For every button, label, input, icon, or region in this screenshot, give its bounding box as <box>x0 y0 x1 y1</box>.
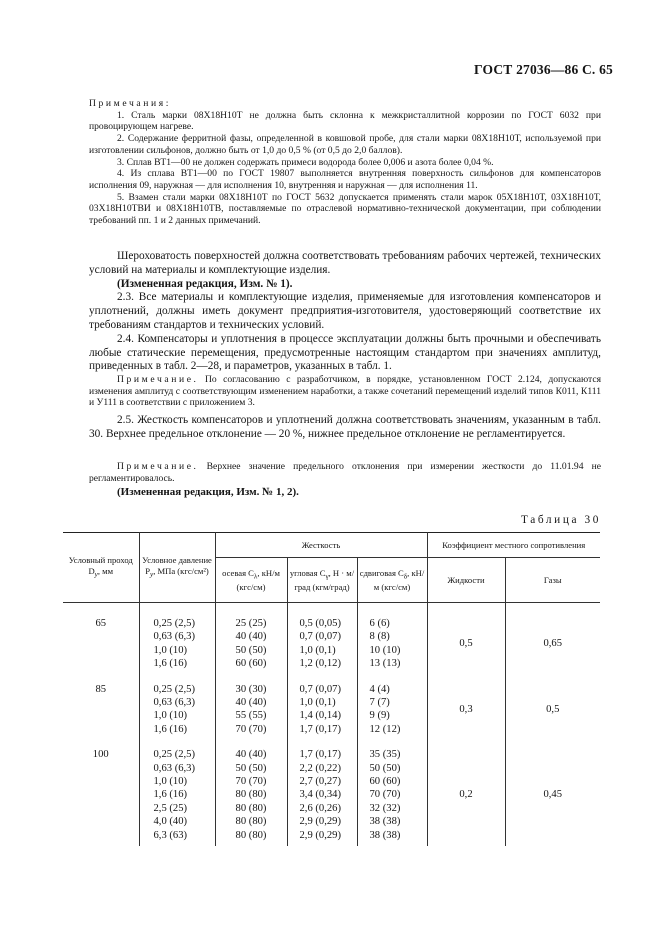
materials-notes <box>89 98 601 227</box>
cell-value: 38 (38) <box>369 829 401 841</box>
cell-value: 35 (35) <box>369 749 401 761</box>
angular-cell <box>287 740 357 846</box>
note-4: 4. Из сплава ВТ1—00 по ГОСТ 19807 выполняется внутренняя поверхность сильфонов для компенсаторов исполнения 09, наружная — для исполнения 10, внутренняя и наружная — для исполнения 11. <box>89 168 601 191</box>
table-caption: Таблица 30 <box>521 514 601 526</box>
liquid-coefficient-cell: 0,2 <box>427 740 505 846</box>
liquid-coefficient-cell: 0,3 <box>427 675 505 741</box>
cell-value: 38 (38) <box>369 816 401 828</box>
cell-value: 32 (32) <box>369 802 401 814</box>
cell-value: 70 (70) <box>235 776 267 788</box>
section-roughness <box>89 250 601 374</box>
cell-value: 6,3 (63) <box>153 829 188 841</box>
header-gas: Газы <box>505 558 600 603</box>
axial-cell <box>215 603 287 675</box>
cell-value: 1,0 (0,1) <box>299 644 336 656</box>
cell-value: 2,2 (0,22) <box>299 762 341 774</box>
header-shear: сдвиговая $C_\delta$, кН/м (кгс/см) <box>357 558 427 603</box>
cell-value: 0,25 (2,5) <box>153 683 195 695</box>
cell-value: 0,25 (2,5) <box>153 749 195 761</box>
cell-value: 25 (25) <box>235 618 267 629</box>
cell-value: 8 (8) <box>369 631 390 643</box>
cell-value: 6 (6) <box>369 618 390 629</box>
cell-value: 0,63 (6,3) <box>153 762 195 774</box>
note-2-4: Примечание. По согласованию с разработчиком, в порядке, установленном ГОСТ 2.124, допускаются изменения амплитуд с соответствующим изменением наработки, а также сочетаний перемещений изделий типов К011, К111 и У111 в соответствии с приложением 3. <box>89 374 601 409</box>
cell-value: 1,7 (0,17) <box>299 723 341 735</box>
cell-value: 3,4 (0,34) <box>299 789 341 801</box>
cell-value: 10 (10) <box>369 644 401 656</box>
cell-value: 1,4 (0,14) <box>299 710 341 722</box>
shear-cell <box>357 675 427 741</box>
cell-value: 1,7 (0,17) <box>299 749 341 761</box>
pressure-cell <box>139 740 215 846</box>
cell-value: 13 (13) <box>369 658 401 670</box>
cell-value: 2,9 (0,29) <box>299 829 341 841</box>
pressure-cell <box>139 603 215 675</box>
note-2-5: Примечание. Верхнее значение предельного отклонения при измерении жесткости до 11.01.94 не регламентировалось. <box>89 461 601 484</box>
gas-coefficient-cell: 0,5 <box>505 675 600 741</box>
gas-coefficient-cell: 0,65 <box>505 603 600 675</box>
notes-title: Примечания: <box>89 98 171 109</box>
cell-value: 80 (80) <box>235 789 267 801</box>
header-pressure: Условное давление $P_у$, МПа (кгс/см²) <box>139 533 215 603</box>
table-row <box>63 740 600 846</box>
cell-value: 2,6 (0,26) <box>299 802 341 814</box>
cell-value: 1,2 (0,12) <box>299 658 341 670</box>
cell-value: 60 (60) <box>235 658 267 670</box>
pressure-cell <box>139 675 215 741</box>
note-2-5-block <box>89 461 601 499</box>
section-2-5 <box>89 414 601 442</box>
cell-value: 7 (7) <box>369 697 390 709</box>
gas-coefficient-cell: 0,45 <box>505 740 600 846</box>
cell-value: 1,6 (16) <box>153 658 188 670</box>
header-stiffness: Жесткость <box>215 533 427 558</box>
cell-value: 50 (50) <box>369 762 401 774</box>
cell-value: 0,25 (2,5) <box>153 618 195 629</box>
note-3: 3. Сплав ВТ1—00 не должен содержать примеси водорода более 0,006 и азота более 0,04 %. <box>117 156 494 168</box>
cell-value: 0,5 (0,05) <box>299 618 341 629</box>
cell-value: 50 (50) <box>235 644 267 656</box>
cell-value: 60 (60) <box>369 776 401 788</box>
cell-value: 9 (9) <box>369 710 390 722</box>
cell-value: 30 (30) <box>235 683 267 695</box>
cell-value: 4,0 (40) <box>153 816 188 828</box>
cell-value: 0,63 (6,3) <box>153 631 195 643</box>
table-row <box>63 603 600 675</box>
dn-cell: 65 <box>95 618 107 629</box>
para-2-4: 2.4. Компенсаторы и уплотнения в процессе эксплуатации должны быть прочными и обеспечивать любые статические перемещения, предусмотренные настоящим стандартом при значениях амплитуд, приведенных в табл. 2—28, и параметров, указанных в табл. 1. <box>89 332 601 373</box>
cell-value: 4 (4) <box>369 683 390 695</box>
note-1: 1. Сталь марки 08Х18Н10Т не должна быть склонна к межкристаллитной коррозии по ГОСТ 6032 при провоцирующем нагреве. <box>89 109 601 133</box>
angular-cell <box>287 603 357 675</box>
cell-value: 70 (70) <box>235 723 267 735</box>
para-roughness: Шероховатость поверхностей должна соответствовать требованиям рабочих чертежей, технических условий на материалы и комплектующие изделия. <box>89 250 601 276</box>
cell-value: 80 (80) <box>235 802 267 814</box>
cell-value: 12 (12) <box>369 723 401 735</box>
cell-value: 1,0 (10) <box>153 710 188 722</box>
para-2-3: 2.3. Все материалы и комплектующие изделия, применяемые для изготовления компенсаторов и уплотнений, должны иметь документ предприятия-изготовителя, удостоверяющий соответствие их требованиям стандартов и технических условий. <box>89 291 601 331</box>
header-angular: угловая $C_\gamma$, Н · м/град (кгм/град) <box>287 558 357 603</box>
cell-value: 0,7 (0,07) <box>299 631 341 643</box>
cell-value: 70 (70) <box>369 789 401 801</box>
note-2-4-block <box>89 374 601 409</box>
revision-note-1-2: (Измененная редакция, Изм. № 1, 2). <box>117 486 299 499</box>
header-dn: Условный проход $D_у$, мм <box>63 533 139 603</box>
page-header: ГОСТ 27036—86 С. 65 <box>474 62 613 77</box>
note-5: 5. Взамен стали марки 08Х18Н10Т по ГОСТ 5632 допускается применять стали марок 05Х18Н10Т, 03Х18Н10Т, 03Х18Н10ТВИ и 08Х18Н10ТВ, поставляемые по отраслевой нормативно-технической документации, при соблюдении требований пп. 1 и 2 данных примечаний. <box>89 191 601 227</box>
cell-value: 1,0 (10) <box>153 776 188 788</box>
angular-cell <box>287 675 357 741</box>
cell-value: 50 (50) <box>235 762 267 774</box>
note-2: 2. Содержание ферритной фазы, определенной в ковшовой пробе, для стали марки 08Х18Н10Т, используемой при изготовлении сильфонов, должно быть от 1,0 до 0,5 % (от 0,5 до 2,0 баллов). <box>89 133 601 156</box>
dn-cell: 100 <box>92 749 109 761</box>
header-axial: осевая $C_\lambda$, кН/м (кгс/см) <box>215 558 287 603</box>
cell-value: 55 (55) <box>235 710 267 722</box>
revision-note-1: (Измененная редакция, Изм. № 1). <box>117 277 293 290</box>
cell-value: 0,7 (0,07) <box>299 683 341 695</box>
header-coefficient: Коэффициент местного сопротивления <box>427 533 600 558</box>
table-row <box>63 675 600 741</box>
cell-value: 40 (40) <box>235 749 267 761</box>
header-liquid: Жидкости <box>427 558 505 603</box>
shear-cell <box>357 740 427 846</box>
cell-value: 80 (80) <box>235 829 267 841</box>
cell-value: 40 (40) <box>235 631 267 643</box>
cell-value: 1,0 (10) <box>153 644 188 656</box>
axial-cell <box>215 740 287 846</box>
cell-value: 80 (80) <box>235 816 267 828</box>
para-2-5: 2.5. Жесткость компенсаторов и уплотнений должна соответствовать значениям, указанным в табл. 30. Верхнее предельное отклонение — 20 %, нижнее предельное отклонение не регламентируется. <box>89 414 601 440</box>
cell-value: 40 (40) <box>235 697 267 709</box>
table-30 <box>63 532 600 846</box>
cell-value: 1,0 (0,1) <box>299 697 336 709</box>
shear-cell <box>357 603 427 675</box>
cell-value: 2,5 (25) <box>153 802 188 814</box>
cell-value: 1,6 (16) <box>153 723 188 735</box>
cell-value: 2,7 (0,27) <box>299 776 341 788</box>
cell-value: 0,63 (6,3) <box>153 697 195 709</box>
cell-value: 2,9 (0,29) <box>299 816 341 828</box>
dn-cell: 85 <box>95 683 107 695</box>
axial-cell <box>215 675 287 741</box>
liquid-coefficient-cell: 0,5 <box>427 603 505 675</box>
cell-value: 1,6 (16) <box>153 789 188 801</box>
